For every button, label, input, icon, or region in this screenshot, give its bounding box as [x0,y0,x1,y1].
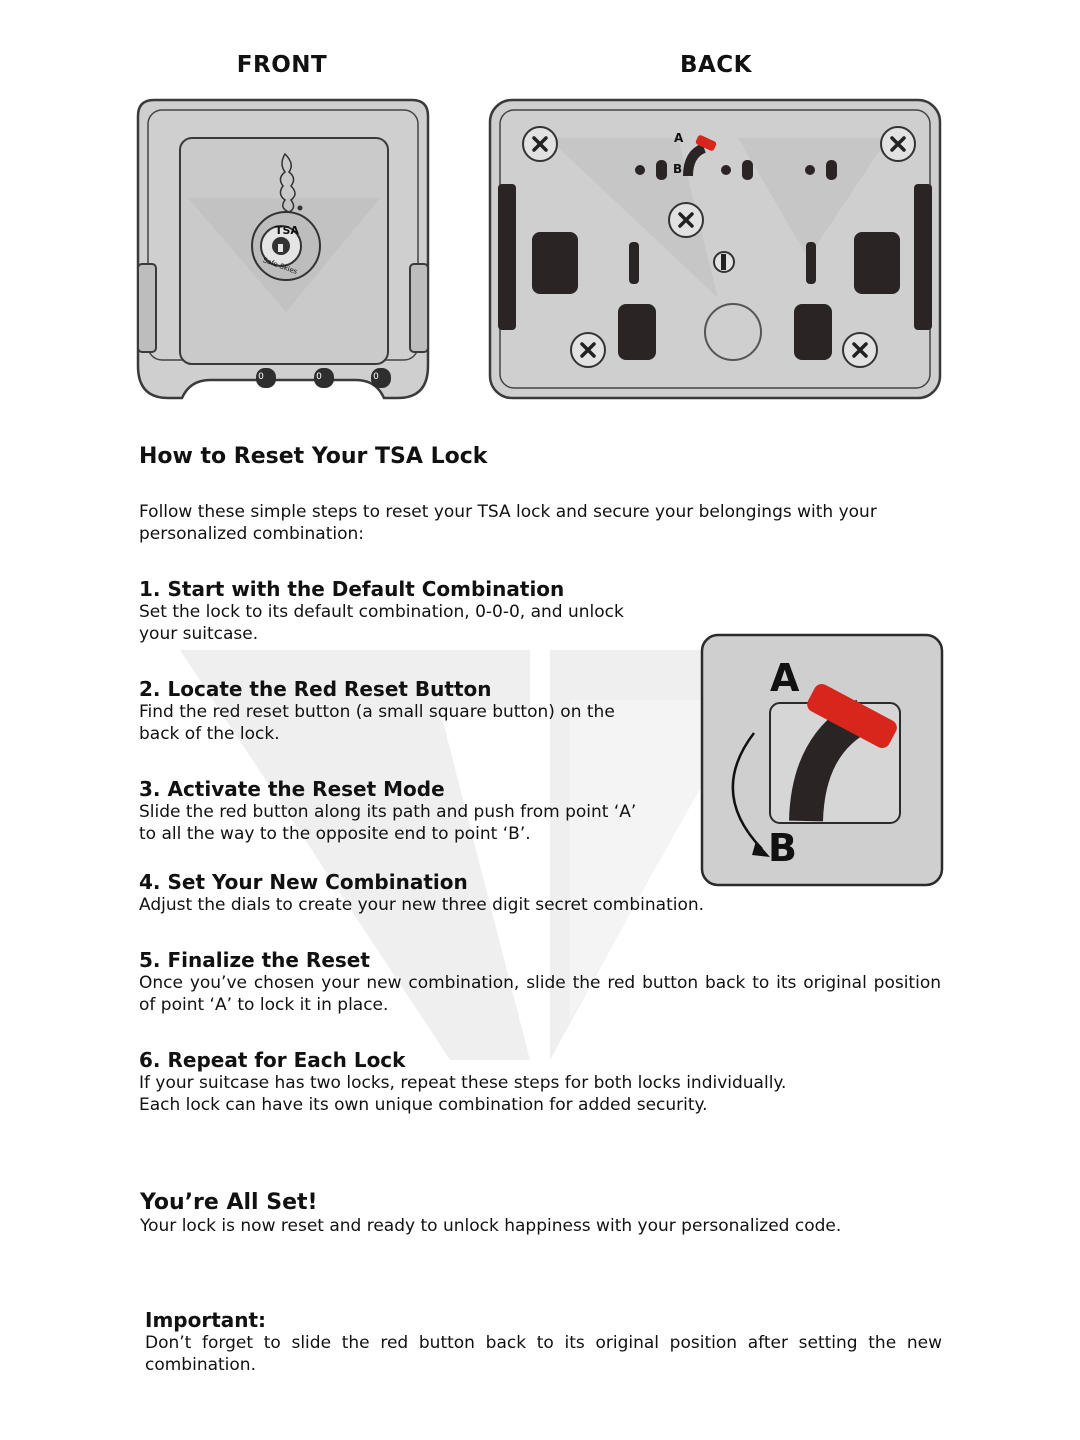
back-lock-illustration [488,98,944,402]
back-point-a: A [674,131,684,145]
step-text-line: Set the lock to its default combination, 0-0-0, and unlock [139,602,624,622]
front-lock-illustration [136,98,430,404]
step-text-line: your suitcase. [139,624,259,644]
front-label: FRONT [236,52,328,78]
step-text-line: If your suitcase has two locks, repeat these steps for both locks individually. [139,1073,787,1093]
dial-digit: 0 [316,372,322,382]
back-point-b: B [673,162,683,176]
back-label: BACK [679,52,753,78]
step-5 [139,948,941,1016]
step-text-line: Find the red reset button (a small square button) on the [139,702,615,722]
important-section [145,1308,942,1376]
step-6 [139,1048,941,1116]
page-title: How to Reset Your TSA Lock [139,444,488,469]
step-text-line: Slide the red button along its path and push from point ‘A’ [139,802,637,822]
inset-point-b: B [768,826,797,870]
step-2 [139,677,699,745]
keyhole-tsa-text: TSA [275,224,299,237]
dial-digit: 0 [258,372,264,382]
all-set-text: Your lock is now reset and ready to unlock happiness with your personalized code. [140,1216,842,1236]
keyhole-brand-text: Safe Skies [261,256,299,276]
step-title: 3. Activate the Reset Mode [139,777,445,801]
all-set-section [140,1190,942,1237]
step-title: 5. Finalize the Reset [139,948,370,972]
dial-digit: 0 [373,372,379,382]
step-text-line: to all the way to the opposite end to point ‘B’. [139,824,531,844]
intro-text: Follow these simple steps to reset your TSA lock and secure your belongings with your personalized combination: [139,502,877,544]
all-set-title: You’re All Set! [140,1190,318,1215]
reset-button-detail [700,633,944,887]
step-title: 2. Locate the Red Reset Button [139,677,492,701]
step-text-line: Once you’ve chosen your new combination, slide the red button back to its original position of point ‘A’ to lock it in place. [139,973,941,1015]
step-text-line: Adjust the dials to create your new three digit secret combination. [139,895,705,915]
step-3 [139,777,699,845]
step-title: 1. Start with the Default Combination [139,577,565,601]
step-1 [139,577,699,645]
step-title: 6. Repeat for Each Lock [139,1048,406,1072]
step-text-line: Each lock can have its own unique combination for added security. [139,1095,708,1115]
important-text: Don’t forget to slide the red button back to its original position after setting the new combination. [145,1333,942,1375]
inset-point-a: A [770,656,800,700]
step-title: 4. Set Your New Combination [139,870,468,894]
step-text-line: back of the lock. [139,724,280,744]
important-title: Important: [145,1308,267,1332]
step-4 [139,870,941,916]
